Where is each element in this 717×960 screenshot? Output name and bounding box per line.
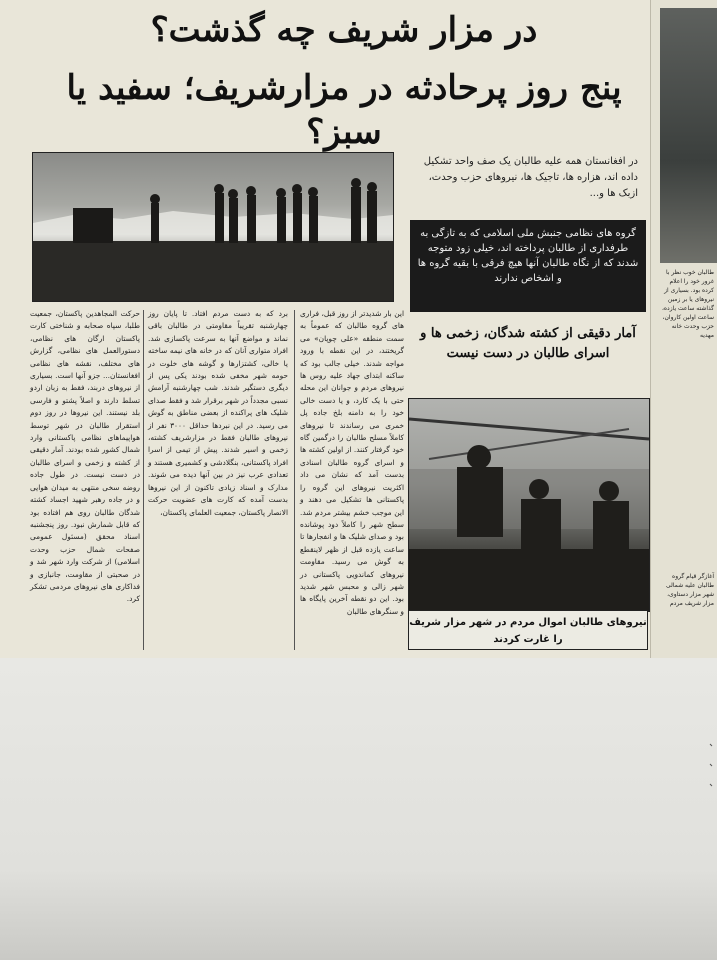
column-divider <box>143 310 144 650</box>
photo-caption: نیروهای طالبان اموال مردم در شهر مزار شریف را غارت کردند <box>408 610 648 650</box>
photo-soldiers-silhouette <box>32 152 394 302</box>
intro-paragraph: در افغانستان همه علیه طالبان یک صف واحد تشکیل داده اند، هزاره ها، تاجیک ها، نیروهای حزب وحدت، ازبک ها و... <box>423 156 638 199</box>
table-surface <box>0 658 717 960</box>
subheading: آمار دقیقی از کشته شدگان، زخمی ها و اسرای طالبان در دست نیست <box>420 326 636 361</box>
small-marks <box>708 740 714 800</box>
photo-helicopter-drawing <box>409 399 649 611</box>
adjacent-photo <box>660 8 717 263</box>
highlight-box: گروه های نظامی جنبش ملی اسلامی که به تازگی به طرفداری از طالبان پرداخته اند، خیلی زود متوجه شدند که از نگاه طالبان آنها هیچ فرقی با بقیه گروه ها و اشخاص ندارند <box>410 220 646 312</box>
headline-line-2: پنج روز پرحادثه در مزارشریف؛ سفید یا سبز؟ <box>66 68 622 152</box>
adjacent-text-top: طالبان خوب نظر با غرور خود را اعلام کرده بود. بسیاری از نیروهای یا بر زمین گذاشته ساعت یازده، ساعت اولین کاروان، حزب وحدت خانه مهدیه <box>661 269 714 339</box>
column-divider <box>294 310 295 650</box>
adjacent-text-bottom: آغازگر قیام گروه طالبان علیه شمالی شهر مزار دستاوی، مزار شریف مردم <box>665 573 714 607</box>
article-column-1: این بار شدیدتر از روز قبل، فراری های گروه طالبان که عموماً به سمت منطقه «علی چوپان» می گریختند، در این نقطه با ورود مواجه شدند. خیلی جالب بود که ساکنه ابتدای جهاد علیه روس ها نیروهای مردم و جوانان این محله حتی با یک کارد، و یا دست خالی خود را به دامنه بلخ جاده پل خمری می رساندند تا نیروهای کاملاً مسلح طالبان را درگمین گاه خود گرفتار کنند. از اولین کشته ها و اسرای گروه طالبان اسنادی بدست آمد که نشان می داد اکثریت نیروهای این گروه را پاکستانی ها تشکیل می دهند و این موجب خشم بیشتر مردم شد. سطح شهر را کاملاً دود پوشانده بود و صدای شلیک ها و انفجارها تا ساعت یازده قبل از ظهر لاینقطع به گوش می رسید. مقاومت نیروهای کماندویی پاکستانی در شهر زالی و محبس شهر شدید بود. این دو نقطه آخرین پایگاه ها و سنگرهای طالبان <box>300 309 404 616</box>
photo-silhouette-drawing <box>33 153 393 301</box>
article-column-2: برد که به دست مردم افتاد. تا پایان روز چهارشنبه تقریباً مقاومتی در طالبان باقی نماند و مواضع آنها به سرعت پاکسازی شد. افراد متواری آنان که در خانه های نیمه ساخته یا خالی، کشتزارها و گوشه های خلوت در حومه شهر مخفی شده بودند یکی پس از دیگری دستگیر شدند. شب چهارشنبه آرامش نسبی مجدداً در شهر برقرار شد و فقط صدای شلیک های پراکنده از بعضی مناطق به گوش می رسید. در این نبردها حداقل ۳۰۰۰ نفر از نیروهای طالبان فقط در مزارشریف کشته، زخمی و اسیر شدند. پیش از تیمی از اسرا افراد پاکستانی، بنگلادشی و کشمیری هستند و تعدادی عرب نیز در بین آنها دیده می شوند. مدارک و اسناد زیادی تاکنون از این نیروها بدست آمده که کارت های عضویت حرکت الانصار پاکستان، جمعیت العلمای پاکستان، <box>148 309 288 517</box>
article-column-3: حرکت المجاهدین پاکستان، جمعیت طلبا، سپاه صحابه و شناختی کارت پاکستان ارگان های نظامی، دستورالعمل های نظامی، گزارش های مختلف، نقشه های نظامی افغانستان... جزو آنها است. بسیاری از نیروهای دربند، فقط به زبان اردو تسلط دارند و اصلاً پشتو و فارسی بلد نیستند. این نیروها در روز دوم استقرار طالبان در شهر توسط هواپیماهای نظامی پاکستانی وارد شمال کشور شده بودند. آمار دقیقی از کشته و زخمی و اسرای طالبان در دست نیست. در طول جاده روضه سخی منتهی به میدان هوایی و در جاده رهبر شهید اجساد کشته شدگان طالبان روی هم افتاده بود که قابل شمارش نبود. روز پنجشنبه اسناد محقق (مسئول عمومی صفحات شمال حزب وحدت اسلامی) از شرکت وارد شهر شد و در صحبتی از مقاومت، جانبازی و فداکاری های نیروهای مردمی تشکر کرد. <box>30 309 140 604</box>
headline-line-1: در مزار شریف چه گذشت؟ <box>150 10 538 50</box>
photo-helicopter <box>408 398 650 612</box>
